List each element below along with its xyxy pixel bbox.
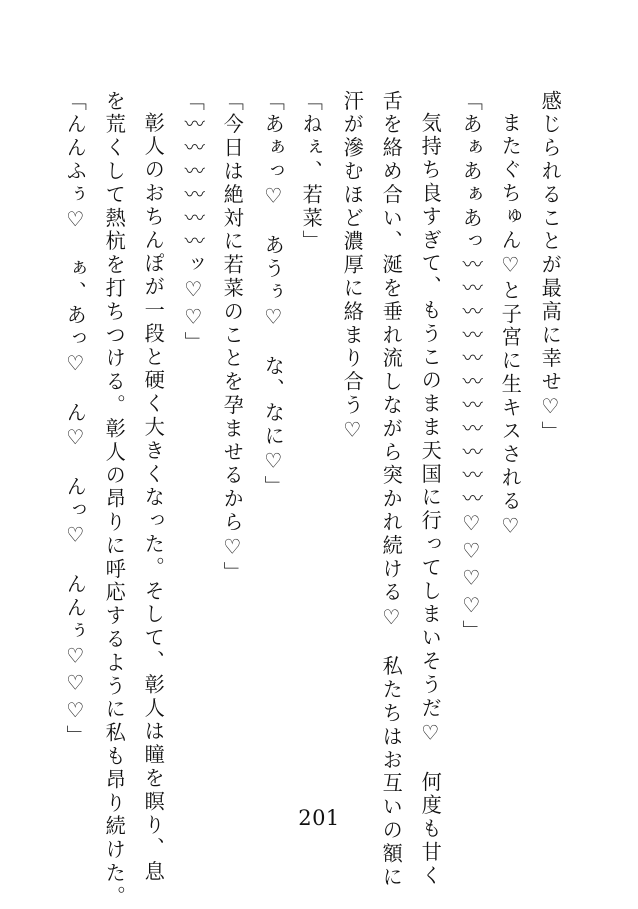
- page-number: 201: [298, 806, 340, 830]
- text-line: 「今日は絶対に若菜のことを孕ませるから♡」: [220, 90, 245, 586]
- text-line: 感じられることが最高に幸せ♡」: [538, 90, 563, 445]
- text-line: 「あぁっ♡ あうぅ♡ な、なに♡」: [261, 90, 286, 500]
- text-line: 気持ち良すぎて、もうこのまま天国に行ってしまいそうだ♡ 何度も甘く: [418, 112, 443, 888]
- text-line: を荒くして熱杭を打ちつける。彰人の昂りに呼応するように私も昂り続けた。: [102, 90, 127, 909]
- text-line: 「あぁあぁあっ〰〰〰〰〰〰〰〰〰〰〰♡♡♡♡」: [459, 90, 484, 644]
- text-line: 舌を絡め合い、涎を垂れ流しながら突かれ続ける♡ 私たちはお互いの額に: [379, 90, 404, 890]
- text-line: 「ねぇ、若菜」: [299, 90, 324, 254]
- text-line: 彰人のおちんぽが一段と硬く大きくなった。そして、彰人は瞳を瞑り、息: [141, 112, 166, 885]
- text-line: 「〰〰〰〰〰〰ッ♡♡」: [181, 90, 206, 355]
- text-line: 汗が滲むほど濃厚に絡まり合う♡: [340, 90, 365, 445]
- text-line: またぐちゅん♡と子宮に生キスされる♡: [498, 112, 523, 541]
- text-line: 「んんふぅ♡ ぁ、あっ♡ ん♡ んっ♡ んんぅ♡♡♡」: [63, 90, 88, 749]
